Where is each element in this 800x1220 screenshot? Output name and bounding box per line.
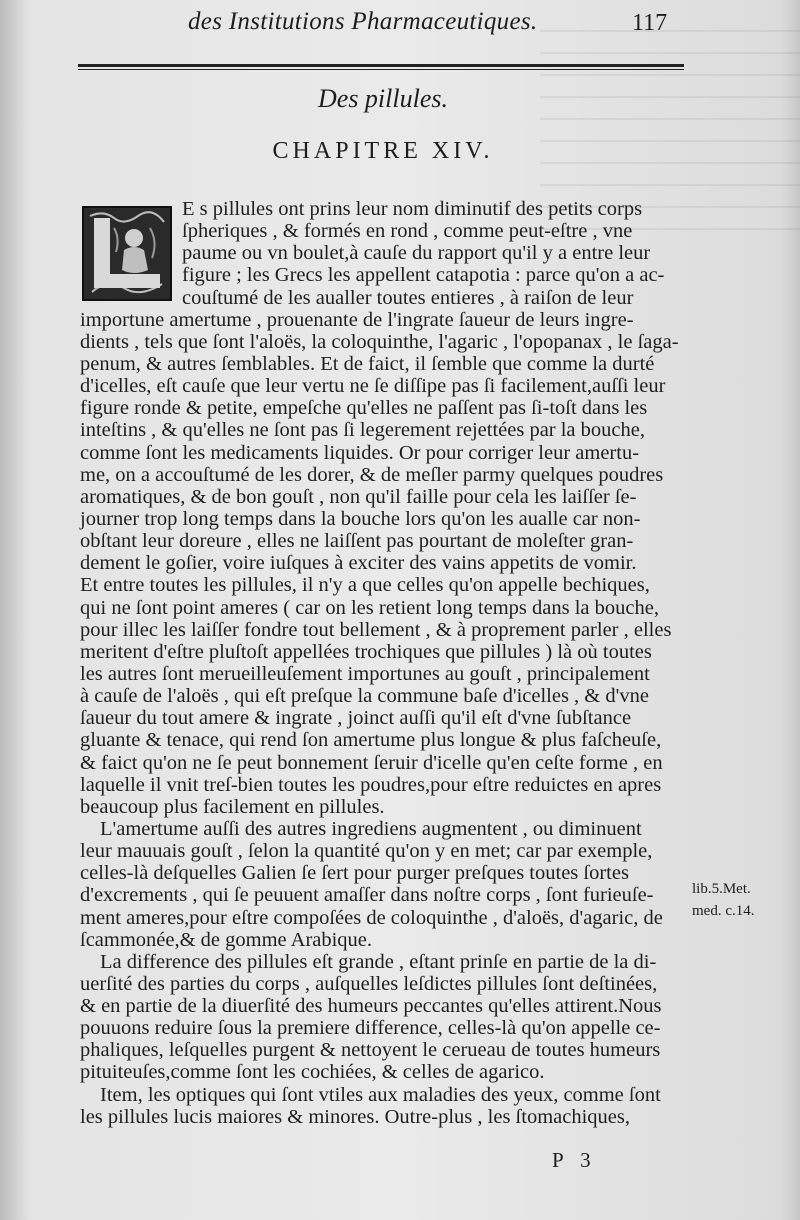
text-line: penum, & autres ſemblables. Et de faict, il ſemble que comme la durté <box>80 352 655 375</box>
paragraph-start-line: Item, les optiques qui ſont vtiles aux maladies des yeux, comme ſont <box>100 1083 661 1106</box>
text-line: laquelle il vnit treſ-bien toutes les poudres,pour eſtre reduictes en apres <box>80 773 662 796</box>
text-line: d'excrements , qui ſe peuuent amaſſer dans noſtre corps , ſont furieuſe- <box>80 884 654 907</box>
text-line: journer trop long temps dans la bouche lors qu'on les aualle car non- <box>80 507 641 530</box>
text-line: E s pillules ont prins leur nom diminutif des petits corps <box>182 198 643 220</box>
page-number: 117 <box>632 10 668 36</box>
text-line: qui ne ſont point ameres ( car on les retient long temps dans la bouche, <box>80 596 659 619</box>
text-line: beaucoup plus facilement en pillules. <box>80 795 385 818</box>
paragraph-start-line: La difference des pillules eſt grande , eſtant prinſe en partie de la di- <box>100 950 657 973</box>
text-line: paume ou vn boulet,à cauſe du rapport qu'il y a entre leur <box>182 242 651 265</box>
running-head: des Institutions Pharmaceutiques. <box>188 8 538 35</box>
text-line: celles-là deſquelles Galien ſe ſert pour purger preſques toutes ſortes <box>80 862 629 885</box>
margin-note-line: med. c.14. <box>692 903 755 919</box>
text-line: les pillules lucis maiores & minores. Outre-plus , les ſtomachiques, <box>80 1105 630 1128</box>
text-line: d'icelles, eſt cauſe que leur vertu ne ſe diſſipe pas ſi facilement,auſſi leur <box>80 375 666 398</box>
text-line: ſaueur du tout amere & ingrate , joinct auſſi qu'il eſt d'vne ſubſtance <box>80 707 632 730</box>
chapter-title: CHAPITRE XIV. <box>272 138 494 164</box>
text-line: uerſité des parties du corps , auſquelles leſdictes pillules ſont deſtinées, <box>80 972 658 995</box>
text-line: ſpheriques , & formés en rond , comme peut-eſtre , vne <box>182 220 633 243</box>
text-line: me, on a accouſtumé de les dorer, & de meſler parmy quelques poudres <box>80 463 664 486</box>
header-rule-thin <box>78 69 684 70</box>
text-line: obſtant leur doreure , elles ne laiſſent pas pourtant de moleſter gran- <box>80 530 634 553</box>
text-line: pituiteuſes,comme ſont les cochiées, & celles de agarico. <box>80 1061 545 1084</box>
text-line: couſtumé de les aualler toutes entieres , à raiſon de leur <box>182 286 634 309</box>
text-line: & faict qu'on ne ſe peut bonnement ſeruir d'icelle qu'en ceſte forme , en <box>80 751 663 774</box>
signature-mark: P 3 <box>552 1148 597 1172</box>
text-line: gluante & tenace, qui rend ſon amertume plus longue & plus faſcheuſe, <box>80 729 662 752</box>
text-line: ſcammonée,& de gomme Arabique. <box>80 928 373 951</box>
section-title: Des pillules. <box>318 84 448 113</box>
text-line: aromatiques, & de bon gouſt , non qu'il faille pour cela les laiſſer ſe- <box>80 485 637 508</box>
text-line: figure ; les Grecs les appellent catapotia : parce qu'on a ac- <box>182 264 665 287</box>
text-line: phaliques, leſquelles purgent & nettoyent le cerueau de toutes humeurs <box>80 1039 661 1062</box>
text-line: à cauſe de l'aloës , qui eſt preſque la commune baſe d'icelles , & d'vne <box>80 685 649 708</box>
text-line: dients , tels que ſont l'aloës, la coloquinthe, l'agaric , l'opopanax , le ſaga- <box>80 330 679 353</box>
text-line: les autres ſont merueilleuſement importunes au gouſt , principalement <box>80 662 650 685</box>
body-text <box>0 198 800 1128</box>
margin-note-line: lib.5.Met. <box>692 881 751 897</box>
text-line: pour illec les laiſſer fondre tout bellement , & à proprement parler , elles <box>80 618 672 641</box>
text-line: figure ronde & petite, empeſche qu'elles ne paſſent pas ſi-toſt dans les <box>80 397 648 420</box>
text-line: leur mauuais gouſt , ſelon la quantité qu'on y en met; car par exemple, <box>80 840 653 863</box>
paragraph-start-line: L'amertume auſſi des autres ingrediens augmentent , ou diminuent <box>100 817 642 840</box>
text-line: pouuons reduire ſous la premiere difference, celles-là qu'on appelle ce- <box>80 1017 661 1040</box>
text-line: Et entre toutes les pillules, il n'y a que celles qu'on appelle bechiques, <box>80 574 650 597</box>
header-rule <box>78 64 684 67</box>
text-line: importune amertume , prouenante de l'ingrate ſaueur de leurs ingre- <box>80 308 634 331</box>
text-line: dement le goſier, voire iuſques à exciter des vains appetits de vomir. <box>80 552 637 575</box>
text-line: ment ameres,pour eſtre compoſées de coloquinthe , d'aloës, d'agaric, de <box>80 906 663 929</box>
text-line: & en partie de la diuerſité des humeurs peccantes qu'elles attirent.Nous <box>80 995 662 1018</box>
text-line: inteſtins , & qu'elles ne ſont pas ſi legerement rejettées par la bouche, <box>80 419 645 442</box>
text-line: meritent d'eſtre pluſtoſt appellées trochiques que pillules ) là où toutes <box>80 640 652 663</box>
text-line: comme ſont les medicaments liquides. Or pour corriger leur amertu- <box>80 441 640 464</box>
margin-note <box>692 878 754 922</box>
